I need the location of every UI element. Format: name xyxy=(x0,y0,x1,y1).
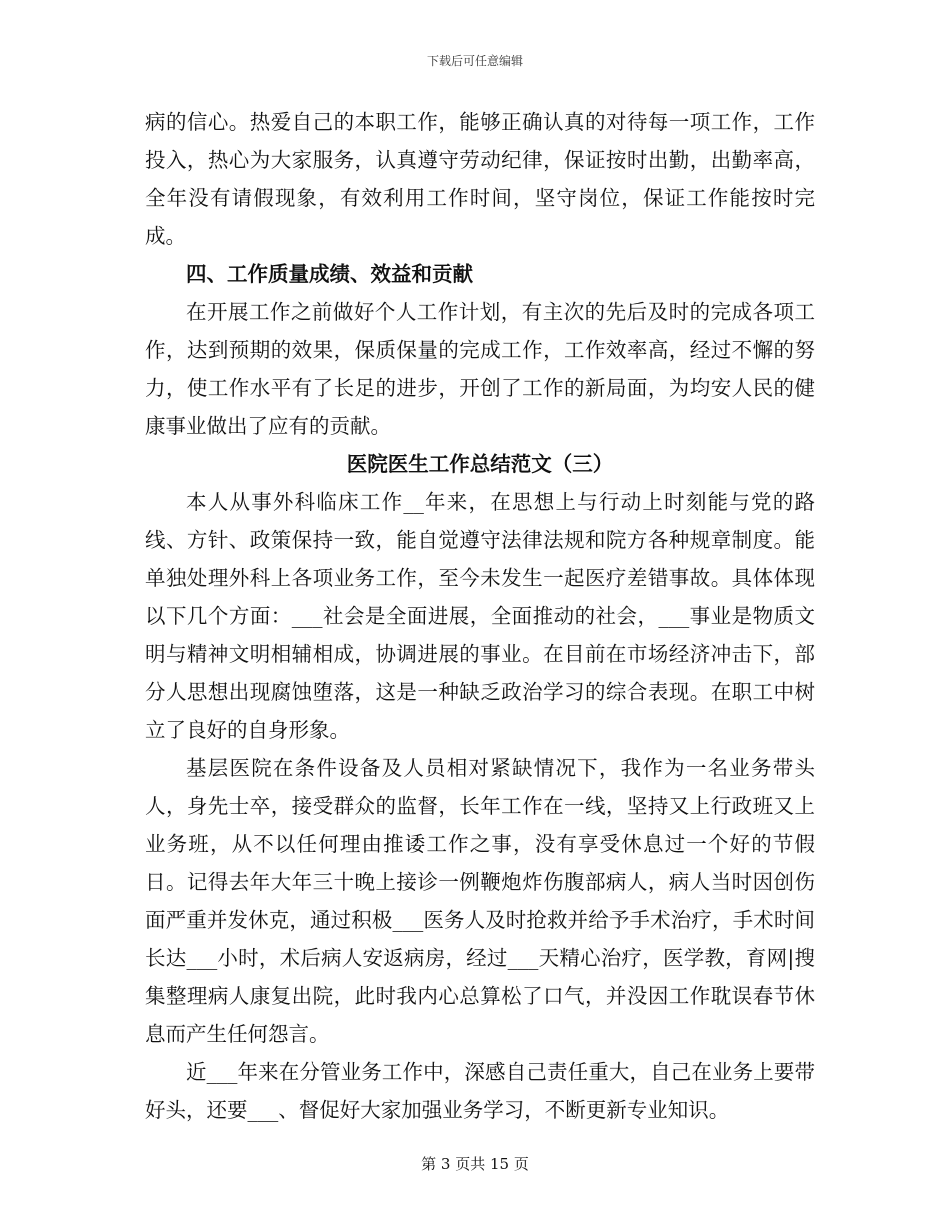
document-body xyxy=(145,103,815,1129)
header-note: 下载后可任意编辑 xyxy=(426,54,523,68)
paragraph: 基层医院在条件设备及人员相对紧缺情况下，我作为一名业务带头人，身先士卒，接受群众的监督，长年工作在一线，坚持又上行政班又上业务班，从不以任何理由推诿工作之事，没有享受休息过一个好的节假日。记得去年大年三十晚上接诊一例鞭炮炸伤腹部病人，病人当时因创伤面严重并发休克，通过积极___医务人及时抢救并给予手术治疗，手术时间长达___小时，术后病人安返病房，经过___天精心治疗，医学教，育网|搜集整理病人康复出院，此时我内心总算松了口气，并没因工作耽误春节休息而产生任何怨言。 xyxy=(145,756,815,1046)
paragraph: 近___年来在分管业务工作中，深感自己责任重大，自己在业务上要带好头，还要___、督促好大家加强业务学习，不断更新专业知识。 xyxy=(145,1060,815,1122)
paragraph: 本人从事外科临床工作__年来，在思想上与行动上时刻能与党的路线、方针、政策保持一致，能自觉遵守法律法规和院方各种规章制度。能单独处理外科上各项业务工作，至今未发生一起医疗差错事故。具体体现以下几个方面：___社会是全面进展，全面推动的社会，___事业是物质文明与精神文明相辅相成，协调进展的事业。在目前在市场经济冲击下，部分人思想出现腐蚀堕落，这是一种缺乏政治学习的综合表现。在职工中树立了良好的自身形象。 xyxy=(145,490,815,742)
paragraph: 在开展工作之前做好个人工作计划，有主次的先后及时的完成各项工作，达到预期的效果，保质保量的完成工作，工作效率高，经过不懈的努力，使工作水平有了长足的进步，开创了工作的新局面，为均安人民的健康事业做出了应有的贡献。 xyxy=(145,300,815,438)
section-heading: 四、工作质量成绩、效益和贡献 xyxy=(186,262,473,286)
paragraph-continued: 病的信心。热爱自己的本职工作，能够正确认真的对待每一项工作，工作投入，热心为大家服务，认真遵守劳动纪律，保证按时出勤，出勤率高，全年没有请假现象，有效利用工作时间，坚守岗位，保证工作能按时完成。 xyxy=(145,110,815,248)
page-footer: 第 3 页共 15 页 xyxy=(421,1155,529,1173)
document-title: 医院医生工作总结范文（三） xyxy=(346,452,614,476)
